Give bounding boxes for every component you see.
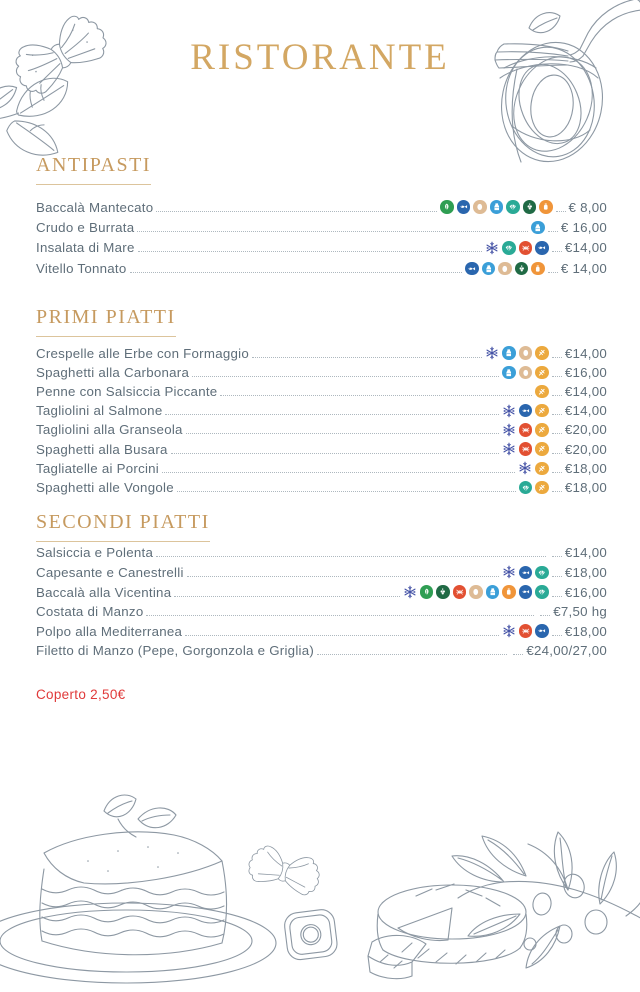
crustacean-icon	[519, 241, 533, 255]
menu-section	[36, 511, 607, 661]
frozen-icon	[502, 442, 516, 456]
allergen-icons	[403, 585, 549, 599]
fish-icon	[519, 585, 533, 599]
dotted-leader	[162, 472, 515, 473]
menu-section	[36, 306, 607, 498]
section-title: PRIMI PIATTI	[36, 306, 176, 337]
allergen-icons	[518, 461, 549, 475]
frozen-icon	[502, 565, 516, 579]
allergen-icons	[485, 241, 549, 255]
frozen-icon	[485, 241, 499, 255]
dotted-leader	[165, 414, 498, 415]
crustacean-icon	[453, 585, 467, 599]
gluten-icon	[535, 462, 549, 476]
frozen-icon	[502, 624, 516, 638]
menu-item-row	[36, 478, 607, 497]
dotted-leader	[252, 357, 482, 358]
dotted-leader	[156, 211, 437, 212]
gluten-icon	[535, 346, 549, 360]
dish-name: Tagliatelle ai Porcini	[36, 460, 160, 476]
dotted-leader-short	[540, 615, 550, 616]
dish-price: € 14,00	[560, 260, 607, 276]
dotted-leader	[174, 596, 399, 597]
dotted-leader-short	[552, 472, 562, 473]
dish-name: Filetto di Manzo (Pepe, Gorgonzola e Griglia)	[36, 643, 315, 659]
egg-icon	[519, 346, 533, 360]
dotted-leader-short	[552, 357, 562, 358]
dish-name: Vitello Tonnato	[36, 260, 127, 276]
allergen-icons	[535, 385, 549, 399]
dish-price: €7,50 hg	[553, 604, 607, 620]
menu-item-row	[36, 582, 607, 602]
frozen-icon	[518, 461, 532, 475]
sulphites-icon	[515, 262, 529, 276]
milk-icon	[502, 346, 516, 360]
menu-item-row	[36, 382, 607, 401]
allergen-icons	[531, 221, 545, 235]
dotted-leader	[156, 556, 546, 557]
dotted-leader-short	[552, 251, 562, 252]
dotted-leader-short	[552, 635, 562, 636]
dish-name: Tagliolini alla Granseola	[36, 422, 183, 438]
section-title: ANTIPASTI	[36, 154, 151, 185]
dotted-leader-short	[548, 272, 558, 273]
sulphites-icon	[436, 585, 450, 599]
dish-name: Baccalà alla Vicentina	[36, 584, 172, 600]
fish-icon	[519, 566, 533, 580]
dotted-leader-short	[552, 376, 562, 377]
menu-item-row	[36, 459, 607, 478]
milk-icon	[482, 262, 496, 276]
dish-price: €14,00	[564, 384, 607, 400]
dish-price: €14,00	[564, 545, 607, 561]
mustard-icon	[539, 200, 553, 214]
coperto-note: Coperto 2,50€	[36, 686, 126, 702]
dish-name: Costata di Manzo	[36, 604, 144, 620]
dotted-leader	[187, 576, 499, 577]
dish-price: €18,00	[564, 460, 607, 476]
dotted-leader	[137, 231, 528, 232]
mollusc-icon	[502, 241, 516, 255]
menu-item-row	[36, 621, 607, 641]
dotted-leader-short	[548, 231, 558, 232]
dotted-leader-short	[552, 433, 562, 434]
mustard-icon	[502, 585, 516, 599]
dotted-leader-short	[552, 414, 562, 415]
ravioli-icon	[281, 906, 343, 966]
gluten-icon	[535, 481, 549, 495]
gluten-icon	[535, 423, 549, 437]
gluten-icon	[535, 385, 549, 399]
menu-sections	[36, 154, 607, 661]
menu-item-row	[36, 238, 607, 258]
fish-icon	[535, 241, 549, 255]
dotted-leader-short	[552, 596, 562, 597]
gluten-icon	[535, 404, 549, 418]
allergen-icons	[502, 565, 549, 579]
dish-price: €20,00	[564, 441, 607, 457]
dish-price: €18,00	[564, 623, 607, 639]
menu-content	[0, 154, 640, 702]
menu-item-row	[36, 258, 607, 278]
allergen-icons	[502, 442, 549, 456]
dish-name: Baccalà Mantecato	[36, 199, 154, 215]
gluten-icon	[535, 366, 549, 380]
dotted-leader-short	[552, 576, 562, 577]
section-items	[36, 197, 607, 279]
menu-item-row	[36, 401, 607, 420]
dish-price: €14,00	[564, 240, 607, 256]
crustacean-icon	[519, 423, 533, 437]
celery-icon	[420, 585, 434, 599]
milk-icon	[486, 585, 500, 599]
cheese-olives-icon	[356, 792, 640, 992]
menu-item-row	[36, 602, 607, 622]
fish-icon	[535, 624, 549, 638]
dish-price: €24,00/27,00	[526, 643, 607, 659]
dish-name: Capesante e Canestrelli	[36, 564, 184, 580]
dotted-leader	[317, 654, 507, 655]
allergen-icons	[502, 366, 549, 380]
sulphites-icon	[523, 200, 537, 214]
allergen-icons	[502, 423, 549, 437]
dish-name: Spaghetti alla Carbonara	[36, 364, 190, 380]
dish-price: €16,00	[564, 364, 607, 380]
menu-item-row	[36, 217, 607, 237]
allergen-icons	[502, 624, 549, 638]
menu-item-row	[36, 543, 607, 563]
frozen-icon	[502, 423, 516, 437]
dish-price: €18,00	[564, 564, 607, 580]
allergen-icons	[485, 346, 549, 360]
egg-icon	[498, 262, 512, 276]
frozen-icon	[485, 346, 499, 360]
dish-name: Crudo e Burrata	[36, 220, 135, 236]
section-title: SECONDI PIATTI	[36, 511, 210, 542]
frozen-icon	[403, 585, 417, 599]
menu-item-row	[36, 197, 607, 217]
dish-price: € 8,00	[568, 199, 607, 215]
dish-price: €14,00	[564, 345, 607, 361]
dish-name: Spaghetti alle Vongole	[36, 479, 174, 495]
dotted-leader	[186, 433, 499, 434]
dotted-leader-short	[552, 556, 562, 557]
section-items	[36, 543, 607, 661]
allergen-icons	[502, 404, 549, 418]
allergen-icons	[440, 200, 553, 214]
celery-icon	[440, 200, 454, 214]
fork-spaghetti-icon	[432, 0, 640, 170]
dotted-leader-short	[552, 453, 562, 454]
gluten-icon	[535, 442, 549, 456]
fish-icon	[519, 404, 533, 418]
menu-item-row	[36, 440, 607, 459]
dotted-leader	[192, 376, 499, 377]
milk-icon	[490, 200, 504, 214]
dotted-leader	[171, 453, 499, 454]
dish-price: €18,00	[564, 479, 607, 495]
crustacean-icon	[519, 624, 533, 638]
dish-price: € 16,00	[560, 220, 607, 236]
dotted-leader	[185, 635, 499, 636]
milk-icon	[502, 366, 516, 380]
allergen-icons	[465, 262, 545, 276]
menu-item-row	[36, 420, 607, 439]
dish-name: Salsiccia e Polenta	[36, 545, 154, 561]
egg-icon	[469, 585, 483, 599]
dotted-leader-short	[552, 395, 562, 396]
dish-price: €16,00	[564, 584, 607, 600]
dotted-leader	[138, 251, 483, 252]
egg-icon	[519, 366, 533, 380]
dotted-leader-short	[513, 654, 523, 655]
dish-name: Penne con Salsiccia Piccante	[36, 384, 218, 400]
dotted-leader	[177, 491, 516, 492]
allergen-icons	[519, 481, 549, 495]
menu-item-row	[36, 641, 607, 661]
mollusc-icon	[506, 200, 520, 214]
mollusc-icon	[519, 481, 533, 495]
restaurant-title: RISTORANTE	[190, 37, 450, 78]
mollusc-icon	[535, 585, 549, 599]
dish-price: €20,00	[564, 422, 607, 438]
dotted-leader	[146, 615, 534, 616]
fish-icon	[465, 262, 479, 276]
dotted-leader-short	[552, 491, 562, 492]
dish-name: Tagliolini al Salmone	[36, 403, 163, 419]
crustacean-icon	[519, 442, 533, 456]
egg-icon	[473, 200, 487, 214]
dish-name: Spaghetti alla Busara	[36, 441, 168, 457]
lasagna-plate-icon	[0, 790, 288, 992]
mustard-icon	[531, 262, 545, 276]
mollusc-icon	[535, 566, 549, 580]
fish-icon	[457, 200, 471, 214]
dish-price: €14,00	[564, 403, 607, 419]
farfalle-pasta-small-icon	[240, 842, 328, 902]
dish-name: Insalata di Mare	[36, 240, 135, 256]
dish-name: Crespelle alle Erbe con Formaggio	[36, 345, 249, 361]
menu-section	[36, 154, 607, 279]
dish-name: Polpo alla Mediterranea	[36, 623, 183, 639]
frozen-icon	[502, 404, 516, 418]
menu-item-row	[36, 563, 607, 583]
dotted-leader	[220, 395, 532, 396]
menu-item-row	[36, 344, 607, 363]
section-items	[36, 344, 607, 498]
dotted-leader	[130, 272, 463, 273]
dotted-leader-short	[556, 211, 566, 212]
menu-item-row	[36, 363, 607, 382]
milk-icon	[531, 221, 545, 235]
